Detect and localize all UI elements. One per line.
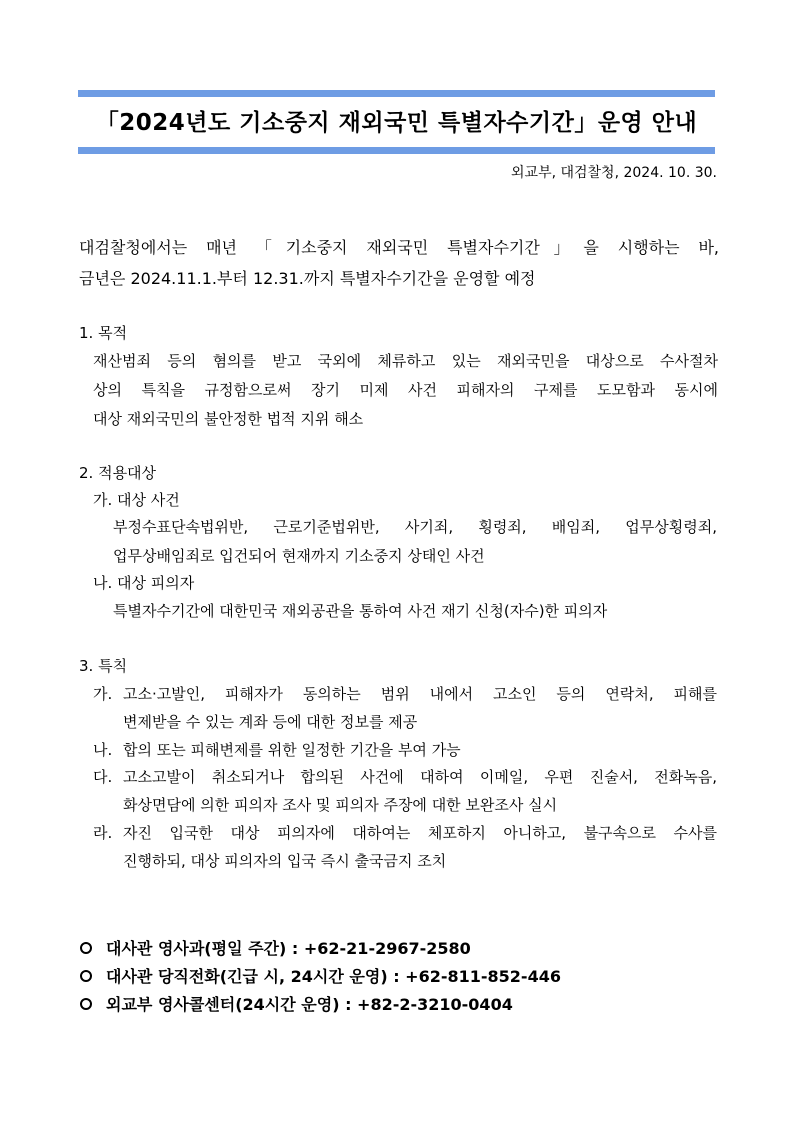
contact-item xyxy=(80,936,471,959)
issuer-date: 외교부, 대검찰청, 2024. 10. 30. xyxy=(511,165,717,181)
list-item-line: 화상면담에 의한 피의자 조사 및 피의자 주장에 대한 보완조사 실시 xyxy=(123,796,558,814)
list-item-line: 진행하되, 대상 피의자의 입국 즉시 출국금지 조치 xyxy=(123,852,447,870)
circle-bullet-icon xyxy=(80,942,92,954)
section-text-line: 부정수표단속법위반, 근로기준법위반, 사기죄, 횡령죄, 배임죄, 업무상횡령죄, xyxy=(113,518,717,536)
intro-line-2: 금년은 2024.11.1.부터 12.31.까지 특별자수기간을 운영할 예정 xyxy=(79,269,536,288)
contact-text: 외교부 영사콜센터(24시간 운영) : +82-2-3210-0404 xyxy=(106,995,513,1014)
subsection-heading: 가. 대상 사건 xyxy=(93,491,180,509)
section-text-line: 상의 특칙을 규정함으로써 장기 미제 사건 피해자의 구제를 도모함과 동시에 xyxy=(93,381,718,399)
title-rule-top xyxy=(78,90,715,97)
list-item-line: 자진 입국한 대상 피의자에 대하여는 체포하지 아니하고, 불구속으로 수사를 xyxy=(123,824,717,842)
contact-item xyxy=(80,992,513,1015)
list-marker: 나. xyxy=(93,741,113,759)
section-text-line: 대상 재외국민의 불안정한 법적 지위 해소 xyxy=(93,410,364,428)
subsection-heading: 나. 대상 피의자 xyxy=(93,574,195,592)
circle-bullet-icon xyxy=(80,998,92,1010)
section-text-line: 재산범죄 등의 혐의를 받고 국외에 체류하고 있는 재외국민을 대상으로 수사절차 xyxy=(93,352,718,370)
section-heading: 3. 특칙 xyxy=(79,657,128,675)
section-text-line: 업무상배임죄로 입건되어 현재까지 기소중지 상태인 사건 xyxy=(113,547,485,565)
intro-paragraph xyxy=(79,232,719,294)
page-title: 「2024년도 기소중지 재외국민 특별자수기간」운영 안내 xyxy=(95,110,698,136)
section-heading: 1. 목적 xyxy=(79,324,128,342)
list-marker: 다. xyxy=(93,768,113,786)
intro-line-1: 대검찰청에서는 매년 「기소중지 재외국민 특별자수기간」을 시행하는 바, xyxy=(79,238,719,257)
title-rule-bottom xyxy=(78,147,715,154)
section-text-line: 특별자수기간에 대한민국 재외공관을 통하여 사건 재기 신청(자수)한 피의자 xyxy=(113,602,608,620)
contact-text: 대사관 당직전화(긴급 시, 24시간 운영) : +62-811-852-446 xyxy=(106,967,561,986)
list-item-line: 고소·고발인, 피해자가 동의하는 범위 내에서 고소인 등의 연락처, 피해를 xyxy=(123,685,717,703)
list-marker: 가. xyxy=(93,685,113,703)
contact-item xyxy=(80,964,561,987)
section-heading: 2. 적용대상 xyxy=(79,464,157,482)
contact-text: 대사관 영사과(평일 주간) : +62-21-2967-2580 xyxy=(106,939,471,958)
list-item-line: 고소고발이 취소되거나 합의된 사건에 대하여 이메일, 우편 진술서, 전화녹음, xyxy=(123,768,717,786)
list-item-line: 변제받을 수 있는 계좌 등에 대한 정보를 제공 xyxy=(123,713,418,731)
circle-bullet-icon xyxy=(80,970,92,982)
list-item-line: 합의 또는 피해변제를 위한 일정한 기간을 부여 가능 xyxy=(123,741,461,759)
list-marker: 라. xyxy=(93,824,113,842)
